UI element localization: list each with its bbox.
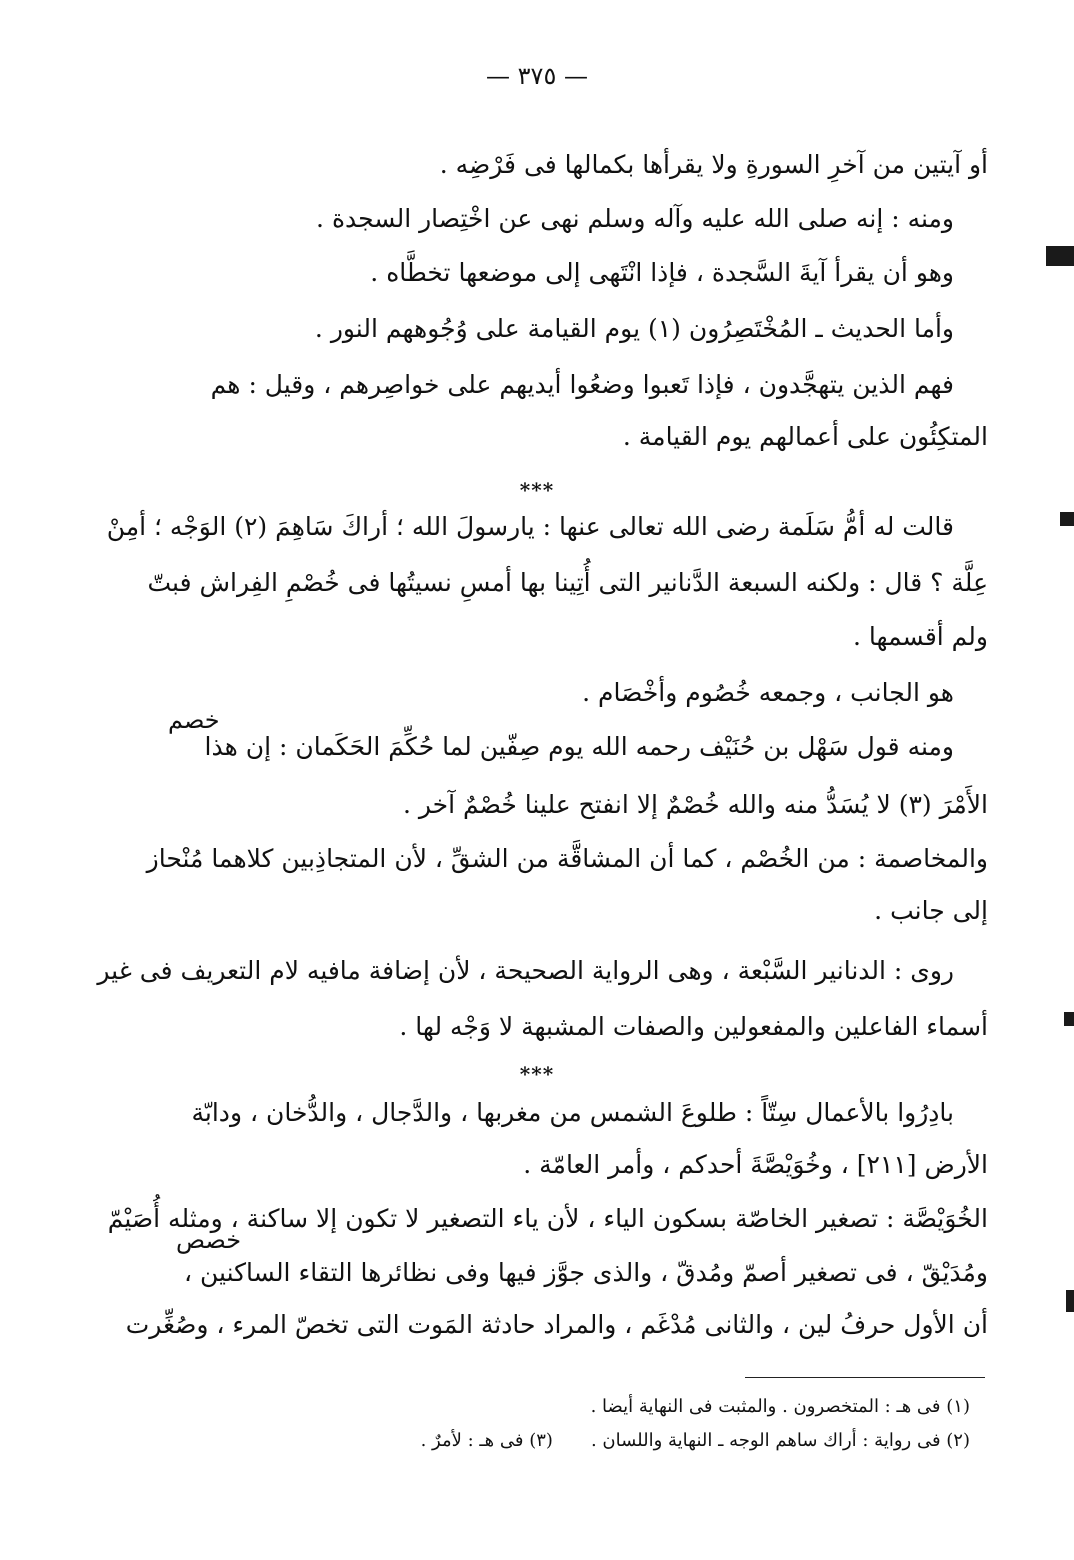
- text-line: الأَمْرَ (٣) لا يُسَدُّ منه والله خُصْمٌ إلا انفتح علينا خُصْمٌ آخر .: [402, 790, 988, 819]
- text-line: فهم الذين يتهجَّدون ، فإذا تَعبوا وضعُوا أيديهم على خواصِرهم ، وقيل : هم: [210, 370, 954, 399]
- section-separator: ***: [519, 1062, 555, 1086]
- text-line: إلى جانب .: [874, 896, 988, 925]
- text-line: روى : الدنانير السَّبْعة ، وهى الرواية الصحيحة ، لأن إضافة مافيه لام التعريف فى غير: [97, 956, 954, 985]
- text-line: أو آيتين من آخرِ السورةِ ولا يقرأها بكمالها فى فَرْضِه .: [439, 150, 988, 179]
- text-line: وهو أن يقرأ آيةَ السَّجدة ، فإذا انْتَهى إلى موضعها تخطَّاه .: [370, 258, 954, 287]
- section-separator: ***: [519, 478, 555, 502]
- text-line: والمخاصمة : من الخُصْم ، كما أن المشاقَّة من الشقِّ ، لأن المتجاذِبين كلاهما مُنْحاز: [146, 844, 988, 873]
- text-line: الخُوَيْصَّة : تصغير الخاصّة بسكون الياء ، لأن ياء التصغير لا تكون إلا ساكنة ، ومثله أُصَيْمّ: [107, 1204, 988, 1233]
- footnote-line: [421, 1430, 970, 1451]
- text-line: ومنه : إنه صلى الله عليه وآله وسلم نهى عن اخْتِصار السجدة .: [316, 204, 954, 233]
- scan-edge-mark: [1046, 246, 1074, 266]
- text-line: عِلَّة ؟ قال : ولكنه السبعة الدَّنانير التى أُتِينا بها أمسِ نسيتُها فى خُصْمِ الفِراش فبتّ: [147, 568, 988, 597]
- footnote-divider: [745, 1377, 985, 1378]
- text-line: قالت له أمُّ سَلَمة رضى الله تعالى عنها : يارسولَ الله ؛ أراكَ سَاهِمَ (٢) الوَجْه ؛ أمِنْ: [106, 512, 954, 541]
- text-line: أن الأول حرفُ لين ، والثانى مُدْغَم ، والمراد حادثة المَوت التى تخصّ المرء ، وصُغِّرت: [125, 1310, 988, 1339]
- text-line: ولم أقسمها .: [853, 622, 988, 651]
- text-line: المتكِئُون على أعمالهم يوم القيامة .: [622, 422, 988, 451]
- margin-keyword: خصص: [176, 1226, 242, 1254]
- footnote: (٢) فى رواية : أراك ساهم الوجه ـ النهاية واللسان .: [590, 1430, 970, 1451]
- text-line: هو الجانب ، وجمعه خُصُوم وأخْصَام .: [582, 678, 954, 707]
- text-line: ومنه قول سَهْل بن حُنَيْف رحمه الله يوم صِفّين لما حُكِّمَ الحَكَمان : إن هذا: [204, 732, 954, 761]
- scan-edge-mark: [1064, 1012, 1074, 1026]
- text-line: بادِرُوا بالأعمال سِتّاً : طلوعَ الشمس من مغربها ، والدَّجال ، والدُّخان ، ودابّة: [191, 1098, 954, 1127]
- text-line: وأما الحديث ـ المُخْتَصِرُون (١) يوم القيامة على وُجُوههم النور .: [314, 314, 954, 343]
- text-line: الأرض [٢١١] ، وخُوَيْصَّةَ أحدكم ، وأمر العامّة .: [523, 1150, 988, 1179]
- page-number: — ٣٧٥ —: [486, 62, 588, 90]
- footnote: (٣) فى هـ : لأمرٌ .: [420, 1430, 553, 1451]
- text-line: أسماء الفاعلين والمفعولين والصفات المشبهة لا وَجْه لها .: [399, 1012, 988, 1041]
- scan-edge-mark: [1060, 512, 1074, 526]
- footnote: (١) فى هـ : المتخصرون . والمثبت فى النهاية أيضا .: [590, 1396, 970, 1417]
- scan-edge-mark: [1066, 1290, 1074, 1312]
- margin-keyword: خصم: [168, 706, 220, 734]
- text-line: ومُدَيْقّ ، فى تصغير أصمّ ومُدقّ ، والذى جوَّز فيها وفى نظائرها التقاء الساكنين ،: [183, 1258, 988, 1287]
